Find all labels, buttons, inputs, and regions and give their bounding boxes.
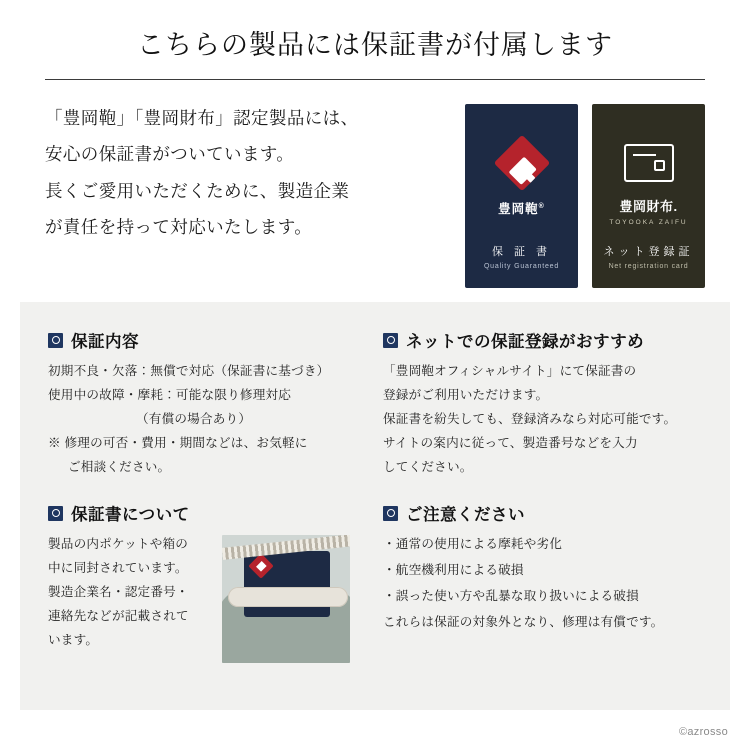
page-title: こちらの製品には保証書が付属します [137,30,613,60]
net-registration-line-2: 登録がご利用いただけます。 [383,387,549,402]
caution-line-3: ・誤った使い方や乱暴な取り扱いによる破損 [383,589,639,604]
intro-line-3: 長くご愛用いただくために、製造企業 [45,180,350,201]
section-about-warranty-header [48,501,359,525]
about-warranty-line-1: 製品の内ポケットや箱の [48,537,189,552]
details-grid [20,302,730,687]
card-footer-jp: 保 証 書 [491,246,552,259]
section-net-registration-body [383,362,702,477]
card-brand-label [498,199,545,217]
warranty-content-line-4: ※ 修理の可否・費用・期間などは、お気軽に [48,435,308,450]
section-about-warranty [48,501,359,663]
about-warranty-line-4: 連絡先などが記載されて [48,609,189,624]
card2-footer-jp: ネット登録証 [603,246,694,259]
trademark-mark: ® [538,202,545,210]
card2-footer-en: Net registration card [608,263,689,271]
caution-line-2: ・航空機利用による破損 [383,563,524,578]
section-about-warranty-title: 保証書について [71,506,190,525]
section-warranty-content-body [48,362,359,477]
intro-line-1: 「豊岡鞄」「豊岡財布」認定製品には、 [45,108,359,129]
page-header [0,0,750,80]
caution-line-4: これらは保証の対象外となり、修理は有償です。 [383,615,664,630]
registration-card-olive [592,104,705,288]
bag-emblem-icon [496,137,548,189]
details-column-right [375,328,702,687]
bullet-square-icon [48,506,63,521]
net-registration-line-3: 保証書を紛失しても、登録済みなら対応可能です。 [383,411,677,426]
caution-line-1: ・通常の使用による摩耗や劣化 [383,537,563,552]
card-footer-olive [592,243,705,270]
bullet-square-icon [48,333,63,348]
card-brand-text: 豊岡鞄 [498,202,539,217]
certificate-card-group [465,102,705,288]
about-warranty-text [48,535,208,654]
section-caution-header [383,501,702,525]
card-footer-en: Quality Guaranteed [483,263,560,271]
about-warranty-line-5: います。 [48,633,99,648]
copyright-credit: ©azrosso [678,726,728,738]
section-warranty-content-header [48,328,359,352]
warranty-card-navy [465,104,578,288]
diamond-shape [493,135,550,192]
card-footer-navy [465,243,578,270]
net-registration-line-5: してください。 [383,459,473,474]
section-net-registration-header [383,328,702,352]
section-warranty-content-title: 保証内容 [71,333,139,351]
warranty-card-in-bag-photo [222,535,350,663]
card2-brand-sub: TOYOOKA ZAIFU [609,219,688,227]
net-registration-line-4: サイトの案内に従って、製造番号などを入力 [383,435,638,450]
bullet-square-icon [383,333,398,348]
about-warranty-line-2: 中に同封されています。 [48,561,188,576]
section-caution [383,501,702,633]
details-panel [20,302,730,710]
warranty-content-line-1: 初期不良・欠落：無償で対応（保証書に基づき） [48,364,330,378]
intro-text-block [45,102,465,252]
section-about-warranty-body [48,535,359,663]
about-warranty-line-3: 製造企業名・認定番号・ [48,585,189,600]
section-net-registration-title: ネットでの保証登録がおすすめ [406,333,645,351]
bag-lip-shape [228,587,348,607]
warranty-content-line-2: 使用中の故障・摩耗：可能な限り修理対応 [48,387,292,402]
details-column-left [48,328,375,687]
diamond-inner-shape [508,157,536,185]
section-caution-body [383,535,702,633]
intro-section [0,80,750,288]
section-net-registration [383,328,702,477]
bullet-square-icon [383,506,398,521]
net-registration-line-1: 「豊岡鞄オフィシャルサイト」にて保証書の [383,364,637,378]
wallet-icon [624,144,674,182]
warranty-content-line-5: ご相談ください。 [68,459,171,474]
section-caution-title: ご注意ください [406,506,525,525]
warranty-content-line-3: （有償の場合あり） [136,411,252,426]
intro-line-2: 安心の保証書がついています。 [45,144,295,165]
card2-brand-label: 豊岡財布. [619,199,678,215]
intro-line-4: が責任を持って対応いたします。 [45,217,313,238]
section-warranty-content [48,328,359,477]
